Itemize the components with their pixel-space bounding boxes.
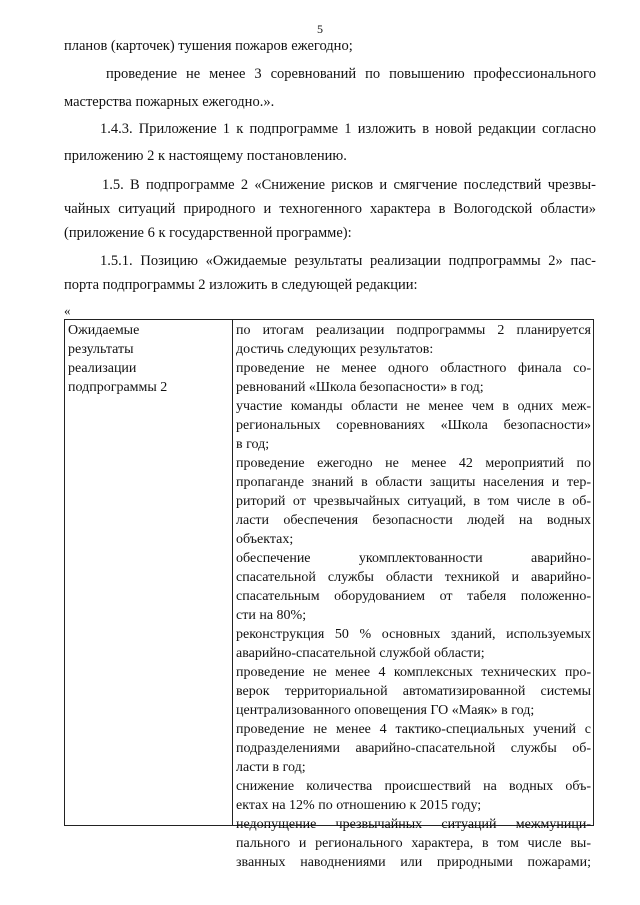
table-left-line: подпрограммы 2: [68, 380, 168, 395]
table-left-line: Ожидаемые: [68, 323, 140, 338]
table-right-line: ектах на 12% по отношению к 2015 году;: [236, 798, 482, 813]
paragraph-line: планов (карточек) тушения пожаров ежегодно;: [64, 38, 353, 54]
table-right-line: региональных соревнованиях «Школа безопасности»: [236, 418, 591, 433]
table-right-line: ревнований «Школа безопасности» в год;: [236, 380, 484, 395]
paragraph-line: 1.5. В подпрограмме 2 «Снижение рисков и смягчение последствий чрезвы-: [102, 177, 596, 193]
paragraph-line: 1.4.3. Приложение 1 к подпрограмме 1 изложить в новой редакции согласно: [100, 121, 596, 137]
table-right-line: по итогам реализации подпрограммы 2 планируется: [236, 323, 591, 338]
paragraph-line: приложению 2 к настоящему постановлению.: [64, 148, 347, 164]
table-left-line: реализации: [68, 361, 137, 376]
table-right-line: проведение не менее 4 тактико-специальных учений с: [236, 722, 591, 737]
table-left-cell: [68, 321, 228, 397]
table-right-line: аварийно-спасательной службой области;: [236, 646, 485, 661]
table-right-line: верок территориальной автоматизированной системы: [236, 684, 591, 699]
table-right-line: ласти обеспечения безопасности людей на водных: [236, 513, 591, 528]
paragraph-line: (приложение 6 к государственной программе):: [64, 225, 352, 241]
table-right-line: централизованного оповещения ГО «Маяк» в год;: [236, 703, 535, 718]
table-right-line: спасательным оборудованием от табеля положенно-: [236, 589, 591, 604]
table-right-line: объектах;: [236, 532, 294, 547]
paragraph-line: 1.5.1. Позицию «Ожидаемые результаты реализации подпрограммы 2» пас-: [100, 253, 596, 269]
paragraph-line: мастерства пожарных ежегодно.».: [64, 94, 275, 110]
table-right-line: недопущение чрезвычайных ситуаций межмуници-: [236, 817, 591, 832]
table-right-line: проведение не менее одного областного финала со-: [236, 361, 591, 376]
table-right-line: достичь следующих результатов:: [236, 342, 434, 357]
table-right-line: сти на 80%;: [236, 608, 307, 623]
table-right-line: пропаганде знаний в области защиты населения и тер-: [236, 475, 591, 490]
table-left-line: результаты: [68, 342, 134, 357]
table-right-line: риторий от чрезвычайных ситуаций, в том числе в об-: [236, 494, 591, 509]
table-right-line: ласти в год;: [236, 760, 306, 775]
results-table: [64, 319, 594, 870]
table-right-line: проведение ежегодно не менее 42 мероприятий по: [236, 456, 591, 471]
paragraph-line: порта подпрограммы 2 изложить в следующей редакции:: [64, 277, 418, 293]
table-right-line: снижение количества происшествий на водных объ-: [236, 779, 591, 794]
table-right-line: проведение не менее 4 комплексных технических про-: [236, 665, 591, 680]
column-divider: [232, 320, 233, 825]
table-right-line: пального и регионального характера, в том числе вы-: [236, 836, 591, 851]
paragraph-line: проведение не менее 3 соревнований по повышению профессионального: [106, 66, 596, 82]
table-right-line: в год;: [236, 437, 270, 452]
table-right-line: спасательной службы области техникой и аварийно-: [236, 570, 591, 585]
table-right-line: реконструкция 50 % основных зданий, используемых: [236, 627, 591, 642]
paragraph-line: чайных ситуаций природного и техногенного характера в Вологодской области»: [64, 201, 596, 217]
open-quote: «: [64, 303, 71, 318]
table-right-cell: [236, 321, 591, 872]
page-number: 5: [317, 22, 323, 36]
table-right-line: подразделениями аварийно-спасательной службы об-: [236, 741, 591, 756]
table-right-line: участие команды области не менее чем в одних меж-: [236, 399, 591, 414]
table-right-line: обеспечение укомплектованности аварийно-: [236, 551, 591, 566]
table-right-line: званных наводнениями или природными пожарами;: [236, 855, 591, 870]
